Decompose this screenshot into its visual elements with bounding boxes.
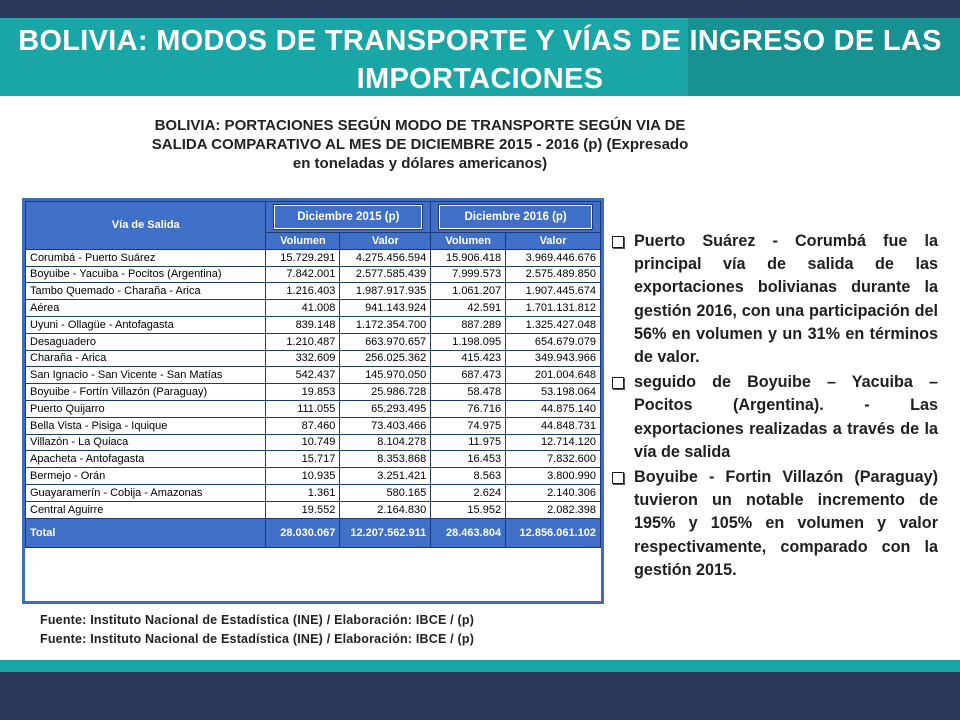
val-2015-cell: 1.987.917.935 (340, 283, 431, 300)
via-cell: Uyuni - Ollagüe - Antofagasta (26, 316, 266, 333)
table-row (26, 300, 601, 317)
vol-2016-cell: 42.591 (431, 300, 506, 317)
vol-2015-cell: 332.609 (266, 350, 340, 367)
val-2015-cell: 580.165 (340, 484, 431, 501)
checkbox-bullet-icon (612, 472, 624, 484)
vol-2016-cell: 76.716 (431, 400, 506, 417)
exports-table (25, 201, 601, 548)
via-cell: Bella Vista - Pisiga - Iquique (26, 417, 266, 434)
val-2016-cell: 2.575.489.850 (506, 266, 601, 283)
val-2016-cell: 201.004.648 (506, 367, 601, 384)
total-vol-2016: 28.463.804 (431, 518, 506, 547)
bullet-item (612, 371, 938, 464)
val-2015-cell: 65.293.495 (340, 400, 431, 417)
vol-2016-cell: 15.906.418 (431, 249, 506, 266)
vol-2015-cell: 111.055 (266, 400, 340, 417)
checkbox-bullet-icon (612, 236, 624, 248)
exports-table-frame (22, 198, 604, 604)
val-2016-cell: 1.907.445.674 (506, 283, 601, 300)
vol-2015-cell: 19.552 (266, 501, 340, 518)
via-cell: Bermejo - Orán (26, 468, 266, 485)
val-2016-cell: 44.848.731 (506, 417, 601, 434)
vol-2015-cell: 87.460 (266, 417, 340, 434)
top-header-band (0, 0, 960, 18)
val-2015-cell: 73.403.466 (340, 417, 431, 434)
table-row (26, 283, 601, 300)
vol-2015-cell: 839.148 (266, 316, 340, 333)
vol-2016-cell: 7.999.573 (431, 266, 506, 283)
vol-2016-cell: 687.473 (431, 367, 506, 384)
val-2016-cell: 2.082.398 (506, 501, 601, 518)
via-cell: Desaguadero (26, 333, 266, 350)
total-row (26, 518, 601, 547)
period-2015-header (266, 202, 431, 233)
via-column-header: Vía de Salida (26, 202, 266, 250)
via-cell: Villazón - La Quiaca (26, 434, 266, 451)
vol-2015-cell: 19.853 (266, 384, 340, 401)
vol-2015-cell: 15.717 (266, 451, 340, 468)
total-vol-2015: 28.030.067 (266, 518, 340, 547)
checkbox-bullet-icon (612, 377, 624, 389)
bullet-text: Puerto Suárez - Corumbá fue la principal vía de salida de las exportaciones bolivianas durante la gestión 2016, con una participación del 56% en volumen y un 31% en términos de valor. (634, 232, 938, 367)
table-caption: BOLIVIA: PORTACIONES SEGÚN MODO DE TRANSPORTE SEGÚN VIA DE SALIDA COMPARATIVO AL MES DE DICIEMBRE 2015 - 2016 (p) (Expresado en toneladas y dólares americanos) (151, 117, 689, 172)
val-2016-cell: 53.198.064 (506, 384, 601, 401)
val-2016-cell: 654.679.079 (506, 333, 601, 350)
table-row (26, 434, 601, 451)
period-2016-label: Diciembre 2016 (p) (439, 205, 592, 229)
vol-2016-cell: 16.453 (431, 451, 506, 468)
via-cell: Tambo Quemado - Charaña - Arica (26, 283, 266, 300)
vol-2016-cell: 8.563 (431, 468, 506, 485)
val-2015-cell: 2.577.585.439 (340, 266, 431, 283)
val-2016-cell: 12.714.120 (506, 434, 601, 451)
volumen-2015-header: Volumen (266, 233, 340, 250)
footer-teal-stripe (0, 660, 960, 672)
table-row (26, 468, 601, 485)
table-row (26, 266, 601, 283)
vol-2015-cell: 41.008 (266, 300, 340, 317)
val-2015-cell: 663.970.657 (340, 333, 431, 350)
bullet-text: Boyuibe - Fortin Villazón (Paraguay) tuvieron un notable incremento de 195% y 105% en volumen y valor respectivamente, comparado con la gestión 2015. (634, 468, 938, 579)
vol-2015-cell: 1.216.403 (266, 283, 340, 300)
period-2016-header (431, 202, 601, 233)
page-title: BOLIVIA: MODOS DE TRANSPORTE Y VÍAS DE INGRESO DE LAS IMPORTACIONES (18, 25, 942, 95)
total-val-2016: 12.856.061.102 (506, 518, 601, 547)
valor-2015-header: Valor (340, 233, 431, 250)
val-2015-cell: 3.251.421 (340, 468, 431, 485)
val-2016-cell: 3.969.446.676 (506, 249, 601, 266)
val-2016-cell: 7.832.600 (506, 451, 601, 468)
table-row (26, 400, 601, 417)
vol-2015-cell: 10.935 (266, 468, 340, 485)
via-cell: Puerto Quijarro (26, 400, 266, 417)
vol-2016-cell: 74.975 (431, 417, 506, 434)
vol-2016-cell: 887.289 (431, 316, 506, 333)
volumen-2016-header: Volumen (431, 233, 506, 250)
val-2016-cell: 349.943.966 (506, 350, 601, 367)
val-2016-cell: 2.140.306 (506, 484, 601, 501)
via-cell: Corumbá - Puerto Suárez (26, 249, 266, 266)
footer-band (0, 672, 960, 720)
val-2015-cell: 2.164.830 (340, 501, 431, 518)
table-row (26, 333, 601, 350)
val-2015-cell: 4.275.456.594 (340, 249, 431, 266)
table-row (26, 451, 601, 468)
via-cell: San Ignacio - San Vicente - San Matías (26, 367, 266, 384)
val-2015-cell: 8.353.868 (340, 451, 431, 468)
vol-2016-cell: 58.478 (431, 384, 506, 401)
via-cell: Charaña - Arica (26, 350, 266, 367)
val-2016-cell: 1.325.427.048 (506, 316, 601, 333)
val-2015-cell: 145.970.050 (340, 367, 431, 384)
val-2015-cell: 256.025.362 (340, 350, 431, 367)
vol-2016-cell: 15.952 (431, 501, 506, 518)
bullet-list (612, 230, 938, 584)
vol-2015-cell: 542.437 (266, 367, 340, 384)
val-2015-cell: 25.986.728 (340, 384, 431, 401)
table-row (26, 367, 601, 384)
total-val-2015: 12.207.562.911 (340, 518, 431, 547)
table-row (26, 316, 601, 333)
table-row (26, 484, 601, 501)
val-2016-cell: 44.875.140 (506, 400, 601, 417)
val-2015-cell: 8.104.278 (340, 434, 431, 451)
source-note: Fuente: Instituto Nacional de Estadística (INE) / Elaboración: IBCE / (p) (40, 632, 475, 646)
val-2015-cell: 941.143.924 (340, 300, 431, 317)
period-2015-label: Diciembre 2015 (p) (274, 205, 422, 229)
vol-2016-cell: 415.423 (431, 350, 506, 367)
table-row (26, 501, 601, 518)
via-cell: Guayaramerín - Cobija - Amazonas (26, 484, 266, 501)
bullet-text: seguido de Boyuibe – Yacuiba – Pocitos (Argentina). - Las exportaciones realizadas a través de la vía de salida (634, 373, 938, 461)
source-note: Fuente: Instituto Nacional de Estadística (INE) / Elaboración: IBCE / (p) (40, 613, 475, 627)
via-cell: Boyuibe - Fortín Villazón (Paraguay) (26, 384, 266, 401)
vol-2015-cell: 1.210.487 (266, 333, 340, 350)
valor-2016-header: Valor (506, 233, 601, 250)
via-cell: Central Aguirre (26, 501, 266, 518)
via-cell: Aérea (26, 300, 266, 317)
val-2015-cell: 1.172.354.700 (340, 316, 431, 333)
vol-2015-cell: 7.842.001 (266, 266, 340, 283)
bullet-item (612, 466, 938, 582)
total-label: Total (26, 518, 266, 547)
table-row (26, 350, 601, 367)
table-row (26, 417, 601, 434)
via-cell: Apacheta - Antofagasta (26, 451, 266, 468)
table-row (26, 249, 601, 266)
vol-2016-cell: 2.624 (431, 484, 506, 501)
vol-2015-cell: 10.749 (266, 434, 340, 451)
val-2016-cell: 1.701.131.812 (506, 300, 601, 317)
via-cell: Boyuibe - Yacuiba - Pocitos (Argentina) (26, 266, 266, 283)
vol-2015-cell: 1.361 (266, 484, 340, 501)
vol-2016-cell: 1.198.095 (431, 333, 506, 350)
bullet-item (612, 230, 938, 369)
vol-2016-cell: 1.061.207 (431, 283, 506, 300)
vol-2016-cell: 11.975 (431, 434, 506, 451)
val-2016-cell: 3.800.990 (506, 468, 601, 485)
vol-2015-cell: 15.729.291 (266, 249, 340, 266)
table-row (26, 384, 601, 401)
